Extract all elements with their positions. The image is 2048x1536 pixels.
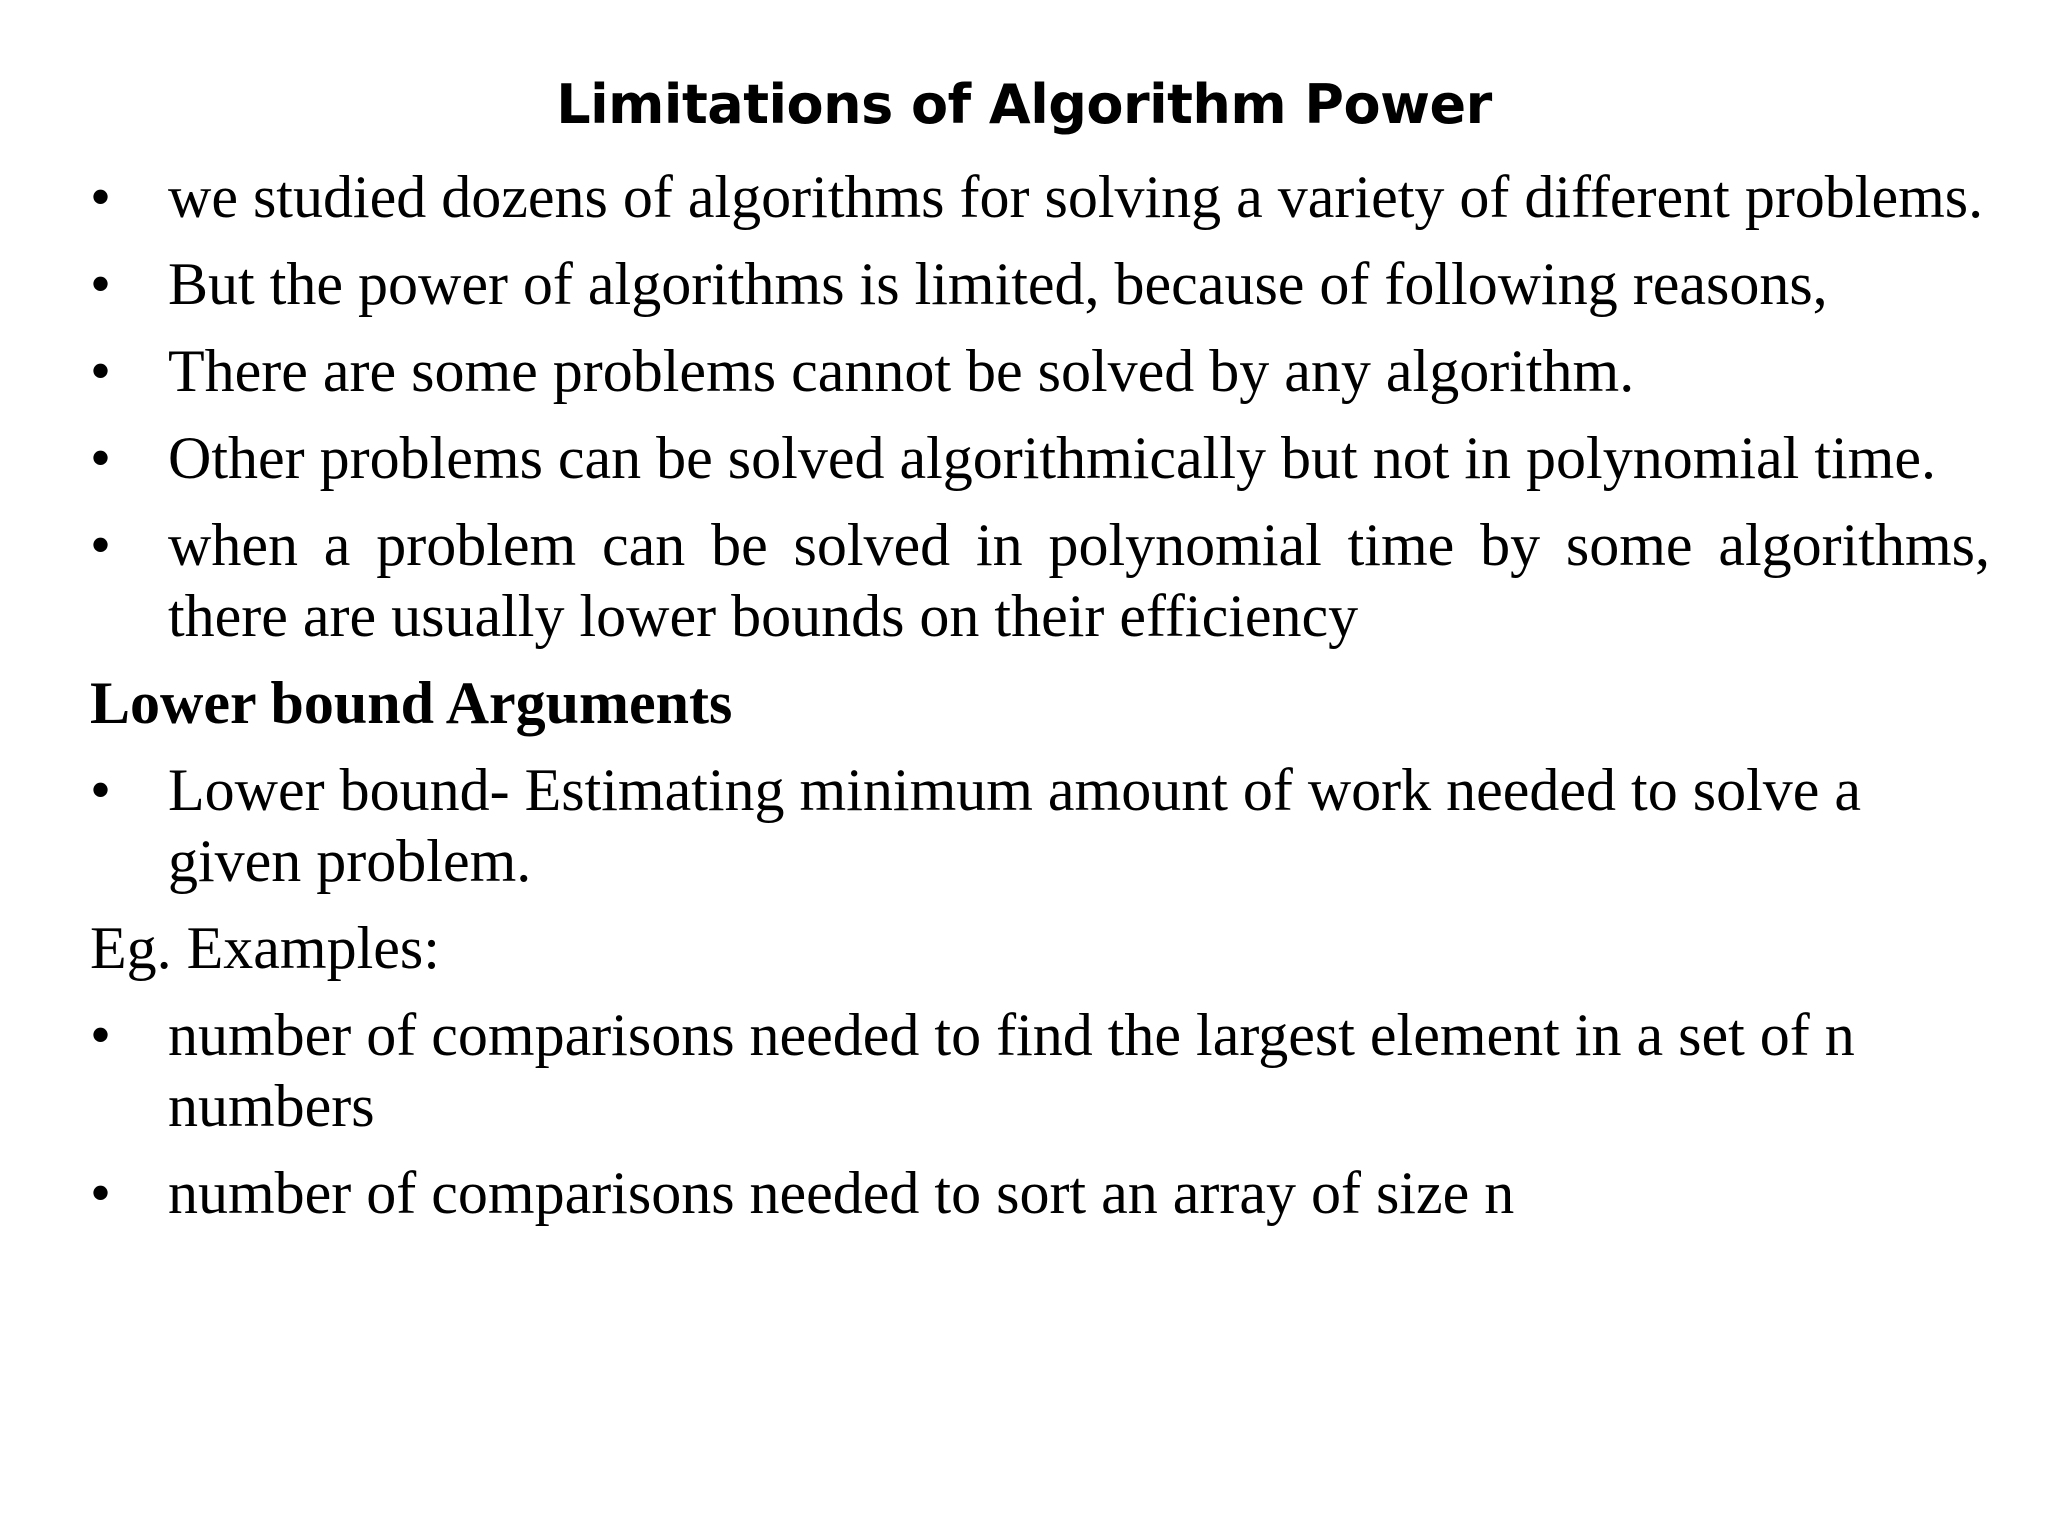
bullet-icon: • xyxy=(90,251,112,317)
bullet-item xyxy=(90,162,1990,233)
bullet-text: There are some problems cannot be solved by any algorithm. xyxy=(168,338,1635,404)
bullet-item xyxy=(90,510,1990,652)
bullet-item xyxy=(90,336,1990,407)
bullet-text: But the power of algorithms is limited, because of following reasons, xyxy=(168,251,1828,317)
bullet-item xyxy=(90,755,1990,897)
bullet-text: number of comparisons needed to find the largest element in a set of n numbers xyxy=(168,1002,1855,1139)
bullet-item xyxy=(90,423,1990,494)
bullet-icon: • xyxy=(90,425,112,491)
bullet-text: when a problem can be solved in polynomial time by some algorithms, there are usually lower bounds on their efficiency xyxy=(168,512,1990,649)
bullet-text: Lower bound- Estimating minimum amount of work needed to solve a given problem. xyxy=(168,757,1862,894)
bullet-item xyxy=(90,249,1990,320)
bullet-item xyxy=(90,1000,1990,1142)
bullet-text: number of comparisons needed to sort an array of size n xyxy=(168,1160,1515,1226)
slide-title: Limitations of Algorithm Power xyxy=(556,73,1492,136)
bullet-icon: • xyxy=(90,757,112,823)
bullet-icon: • xyxy=(90,338,112,404)
section-heading: Lower bound Arguments xyxy=(90,670,733,736)
bullet-text: we studied dozens of algorithms for solving a variety of different problems. xyxy=(168,164,1984,230)
bullet-icon: • xyxy=(90,1002,112,1068)
bullet-item xyxy=(90,1158,1990,1229)
bullet-text: Other problems can be solved algorithmically but not in polynomial time. xyxy=(168,425,1936,491)
bullet-icon: • xyxy=(90,512,112,578)
examples-label: Eg. Examples: xyxy=(90,915,440,981)
bullet-icon: • xyxy=(90,164,112,230)
bullet-icon: • xyxy=(90,1160,112,1226)
slide-body xyxy=(90,162,1990,1245)
